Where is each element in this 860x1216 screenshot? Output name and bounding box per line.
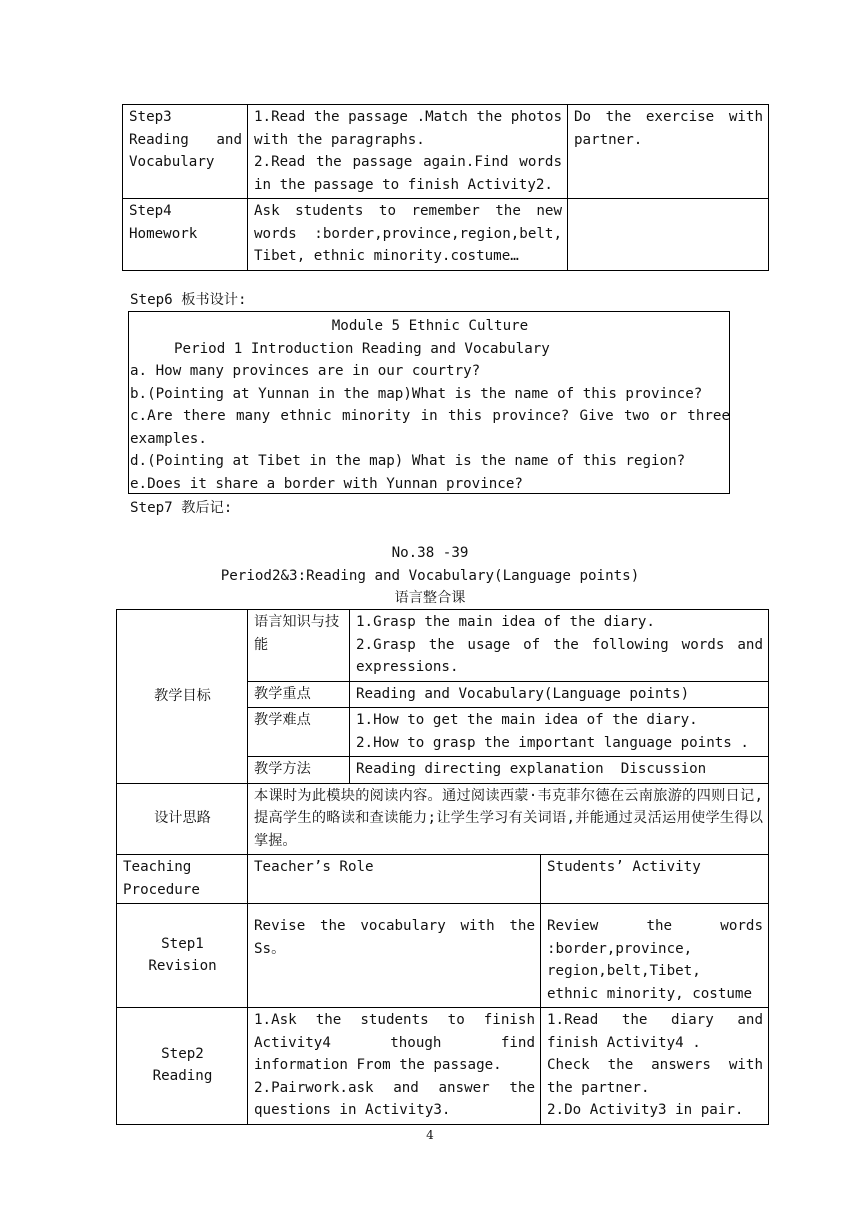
board-subtitle: Period 1 Introduction Reading and Vocabulary xyxy=(174,340,550,357)
objective-text: Reading and Vocabulary(Language points) xyxy=(350,681,769,708)
student-activity-cell xyxy=(541,904,769,1008)
teacher-role-text: Revise the vocabulary with the Ss。 xyxy=(254,918,535,957)
table-row xyxy=(117,904,769,1008)
student-activity-cell xyxy=(568,105,769,199)
teacher-role-text: 1.Read the passage .Match the photos with the paragraphs. xyxy=(254,109,562,148)
step-cell xyxy=(117,1008,248,1125)
objective-text: 2.Grasp the usage of the following words and expressions. xyxy=(356,636,763,675)
blackboard-design-box xyxy=(128,311,730,494)
board-question: b.(Pointing at Yunnan in the map)What is the name of this province? xyxy=(130,385,703,402)
board-question: d.(Pointing at Tibet in the map) What is the name of this region? xyxy=(130,453,686,469)
board-question: c.Are there many ethnic minority in this province? Give two or three examples. xyxy=(130,408,730,447)
step-name-line: Step1 xyxy=(161,935,204,952)
objective-text: 1.How to get the main idea of the diary. xyxy=(356,712,698,728)
step6-heading: Step6 板书设计: xyxy=(130,292,247,308)
student-activity-text: Do the exercise with partner. xyxy=(574,109,763,148)
step-cell xyxy=(117,904,248,1008)
objective-label: 语言知识与技能 xyxy=(248,610,350,682)
board-question: a. How many provinces are in our courtry? xyxy=(130,363,481,379)
teacher-role-text: 1.Ask the students to finish Activity4 though find information From the passage. xyxy=(254,1012,535,1073)
table-row xyxy=(117,783,769,855)
teacher-role-text: 2.Read the passage again.Find words in the passage to finish Activity2. xyxy=(254,154,562,193)
table-row xyxy=(123,199,769,271)
step-name-line: Step4 xyxy=(129,203,172,219)
teacher-role-text: Ask students to remember the new words :border,province,region,belt, Tibet, ethnic minority.costume… xyxy=(254,203,562,264)
objective-label: 教学方法 xyxy=(248,757,350,784)
objective-text-cell xyxy=(350,610,769,682)
procedure-table-continued xyxy=(122,104,769,271)
design-text: 本课时为此模块的阅读内容。通过阅读西蒙·韦克菲尔德在云南旅游的四则日记,提高学生的略读和查读能力;让学生学习有关词语,并能通过灵活运用使学生得以掌握。 xyxy=(248,783,769,855)
objective-label: 教学难点 xyxy=(248,708,350,757)
student-activity-text: 1.Read the diary and finish Activity4 . xyxy=(547,1012,763,1051)
step-name-line: Vocabulary xyxy=(129,154,215,170)
objective-text: Reading directing explanation Discussion xyxy=(350,757,769,784)
student-activity-text: Check the answers with the partner. xyxy=(547,1057,763,1096)
step7-heading: Step7 教后记: xyxy=(130,500,233,516)
table-row xyxy=(117,1008,769,1125)
board-title: Module 5 Ethnic Culture xyxy=(331,318,529,334)
lesson-type: 语言整合课 xyxy=(394,590,466,606)
step-name-line: Reading xyxy=(152,1068,213,1085)
lesson-plan-table xyxy=(116,609,769,1125)
header-procedure: Teaching Procedure xyxy=(117,855,248,904)
table-row xyxy=(117,610,769,682)
page-number: 4 xyxy=(426,1128,434,1142)
table-row xyxy=(123,105,769,199)
teacher-role-cell xyxy=(248,1008,541,1125)
lesson-title: Period2&3:Reading and Vocabulary(Language points) xyxy=(220,568,640,584)
step-name-line: Reading and xyxy=(129,131,242,148)
objective-text-cell xyxy=(350,708,769,757)
design-label: 设计思路 xyxy=(117,783,248,855)
objective-text: 2.How to grasp the important language points . xyxy=(356,734,749,751)
student-activity-cell xyxy=(541,1008,769,1125)
student-activity-text: Review the words :border,province, region,belt,Tibet, xyxy=(547,918,763,979)
student-activity-cell xyxy=(568,199,769,271)
table-row xyxy=(117,855,769,904)
teacher-role-text: 2.Pairwork.ask and answer the questions in Activity3. xyxy=(254,1079,535,1118)
board-question: e.Does it share a border with Yunnan province? xyxy=(130,475,523,492)
step-name-line: Step3 xyxy=(129,109,172,125)
objectives-label: 教学目标 xyxy=(117,610,248,784)
objective-text: 1.Grasp the main idea of the diary. xyxy=(356,614,655,630)
step-name-line: Revision xyxy=(148,958,217,974)
header-student-activity: Students’ Activity xyxy=(541,855,769,904)
step-cell xyxy=(123,105,248,199)
teacher-role-cell xyxy=(248,105,568,199)
step-name-line: Homework xyxy=(129,225,198,242)
header-teacher-role: Teacher’s Role xyxy=(248,855,541,904)
student-activity-text: ethnic minority, costume xyxy=(547,985,752,1002)
objective-label: 教学重点 xyxy=(248,681,350,708)
step-cell xyxy=(123,199,248,271)
lesson-number: No.38 -39 xyxy=(391,545,469,561)
step-name-line: Step2 xyxy=(161,1045,204,1062)
teacher-role-cell xyxy=(248,904,541,1008)
teacher-role-cell xyxy=(248,199,568,271)
student-activity-text: 2.Do Activity3 in pair. xyxy=(547,1102,744,1118)
